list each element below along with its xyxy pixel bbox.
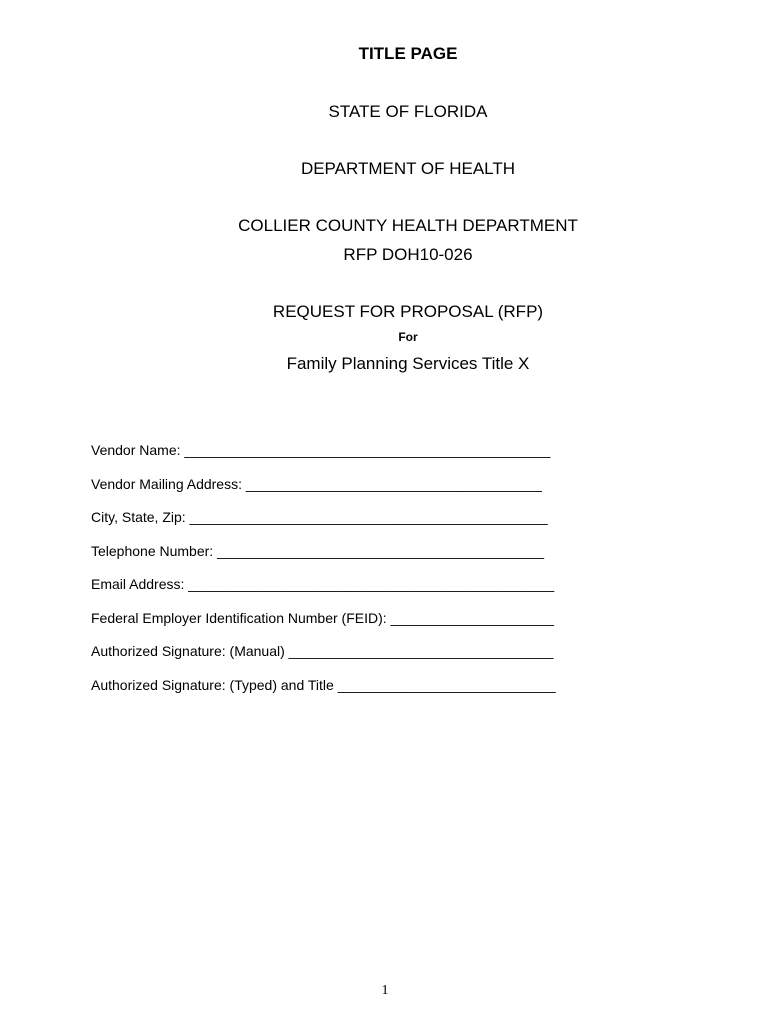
telephone-number-field — [91, 541, 611, 575]
state-heading: STATE OF FLORIDA — [328, 102, 488, 121]
field-blank-line: ______________________________________________ — [189, 509, 548, 525]
feid-field — [91, 608, 611, 642]
field-label: Telephone Number: — [91, 542, 218, 559]
field-blank-line: ______________________________________ — [245, 475, 542, 492]
field-blank-line: ____________________________ — [337, 676, 556, 693]
field-blank-line: _______________________________________________ — [184, 442, 551, 458]
field-label: Email Address: — [91, 576, 189, 592]
field-label: Federal Employer Identification Number (FEID): — [91, 609, 391, 626]
vendor-name-field — [91, 440, 611, 474]
authorized-signature-typed-field — [91, 675, 611, 709]
vendor-form — [91, 440, 611, 708]
for-label: For — [398, 330, 418, 344]
field-label: Authorized Signature: (Typed) and Title — [91, 676, 338, 693]
field-label: City, State, Zip: — [91, 509, 190, 525]
department-heading: DEPARTMENT OF HEALTH — [300, 159, 516, 178]
county-department-heading: COLLIER COUNTY HEALTH DEPARTMENT — [238, 216, 578, 235]
email-address-field — [91, 574, 611, 608]
city-state-zip-field — [91, 507, 611, 541]
field-blank-line: __________________________________ — [288, 643, 554, 659]
field-blank-line: _______________________________________________ — [188, 576, 555, 592]
field-label: Vendor Name: — [91, 442, 185, 458]
project-title: Family Planning Services Title X — [286, 354, 530, 373]
vendor-mailing-address-field — [91, 474, 611, 508]
field-label: Authorized Signature: (Manual) — [91, 643, 289, 659]
field-label: Vendor Mailing Address: — [91, 475, 246, 492]
page-number: 1 — [381, 983, 389, 998]
field-blank-line: _____________________ — [390, 609, 555, 626]
rfp-heading: REQUEST FOR PROPOSAL (RFP) — [272, 302, 544, 321]
authorized-signature-manual-field — [91, 641, 611, 675]
rfp-number: RFP DOH10-026 — [343, 245, 473, 264]
page-title: TITLE PAGE — [358, 44, 458, 63]
field-blank-line: __________________________________________ — [217, 542, 545, 559]
